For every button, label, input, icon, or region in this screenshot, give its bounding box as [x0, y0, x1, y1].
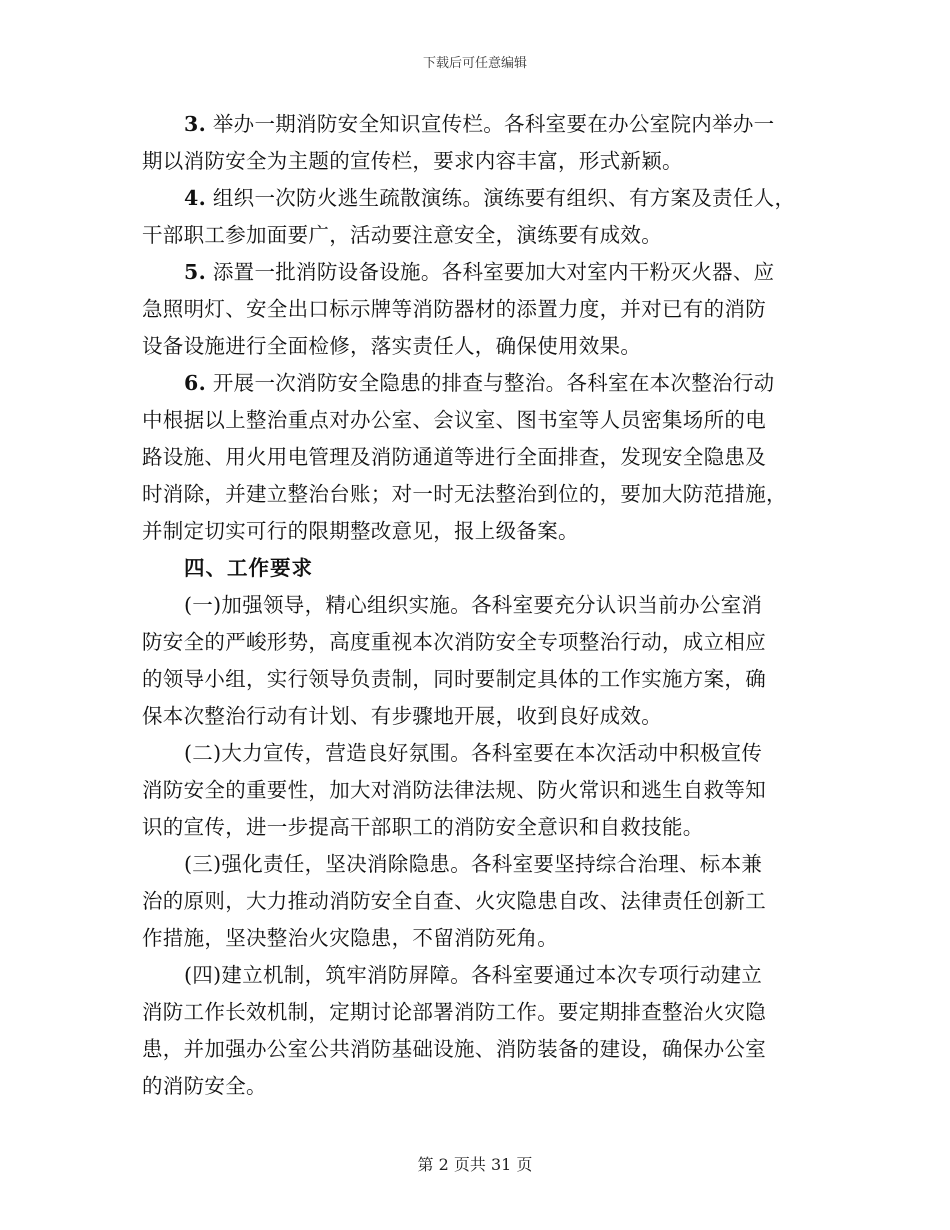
document-body	[142, 106, 822, 1105]
paragraph-line: 防安全的严峻形势，高度重视本次消防安全专项整治行动，成立相应	[142, 630, 766, 654]
item-number: 6.	[184, 371, 207, 395]
item-number: 5.	[184, 260, 207, 284]
paragraph-line: 急照明灯、安全出口标示牌等消防器材的添置力度，并对已有的消防	[142, 297, 766, 321]
paragraph-line: (四)建立机制，筑牢消防屏障。各科室要通过本次专项行动建立	[184, 963, 763, 987]
paragraph-line: 患，并加强办公室公共消防基础设施、消防装备的建设，确保办公室	[142, 1037, 766, 1061]
list-item-5	[142, 254, 822, 291]
paragraph-line: 干部职工参加面要广，活动要注意安全，演练要有成效。	[142, 223, 662, 247]
paragraph-line: 期以消防安全为主题的宣传栏，要求内容丰富，形式新颖。	[142, 149, 683, 173]
paragraph-line: 识的宣传，进一步提高干部职工的消防安全意识和自救技能。	[142, 815, 704, 839]
paragraph-line: 消防安全的重要性，加大对消防法律法规、防火常识和逃生自救等知	[142, 778, 766, 802]
paragraph-line: 中根据以上整治重点对办公室、会议室、图书室等人员密集场所的电	[142, 408, 766, 432]
paragraph-line: 并制定切实可行的限期整改意见，报上级备案。	[142, 519, 579, 543]
page-header: 下载后可任意编辑	[422, 56, 527, 71]
list-item-3	[142, 106, 822, 143]
list-item-6	[142, 365, 822, 402]
paragraph-line: (一)加强领导，精心组织实施。各科室要充分认识当前办公室消	[184, 593, 763, 617]
paragraph-line: 作措施，坚决整治火灾隐患，不留消防死角。	[142, 926, 558, 950]
paragraph-line: 设备设施进行全面检修，落实责任人，确保使用效果。	[142, 334, 642, 358]
paragraph-line: 消防工作长效机制，定期讨论部署消防工作。要定期排查整治火灾隐	[142, 1000, 766, 1024]
paragraph-text: 举办一期消防安全知识宣传栏。各科室要在办公室院内举办一	[212, 112, 775, 136]
list-item-4	[142, 180, 822, 217]
page-number: 第 2 页共 31 页	[417, 1155, 533, 1174]
item-number: 3.	[184, 112, 207, 136]
paragraph-text: 开展一次消防安全隐患的排查与整治。各科室在本次整治行动	[212, 371, 775, 395]
paragraph-line: 时消除，并建立整治台账；对一时无法整治到位的，要加大防范措施，	[142, 482, 787, 506]
paragraph-text: 组织一次防火逃生疏散演练。演练要有组织、有方案及责任人，	[212, 186, 796, 210]
paragraph-line: 的领导小组，实行领导负责制，同时要制定具体的工作实施方案，确	[142, 667, 766, 691]
paragraph-line: 的消防安全。	[142, 1074, 267, 1098]
section-heading: 四、工作要求	[184, 556, 313, 580]
item-number: 4.	[184, 186, 207, 210]
paragraph-line: 路设施、用火用电管理及消防通道等进行全面排查，发现安全隐患及	[142, 445, 766, 469]
paragraph-line: 保本次整治行动有计划、有步骤地开展，收到良好成效。	[142, 704, 662, 728]
paragraph-text: 添置一批消防设备设施。各科室要加大对室内干粉灭火器、应	[212, 260, 775, 284]
paragraph-line: (三)强化责任，坚决消除隐患。各科室要坚持综合治理、标本兼	[184, 852, 763, 876]
paragraph-line: (二)大力宣传，营造良好氛围。各科室要在本次活动中积极宣传	[184, 741, 763, 765]
paragraph-line: 治的原则，大力推动消防安全自查、火灾隐患自改、法律责任创新工	[142, 889, 766, 913]
